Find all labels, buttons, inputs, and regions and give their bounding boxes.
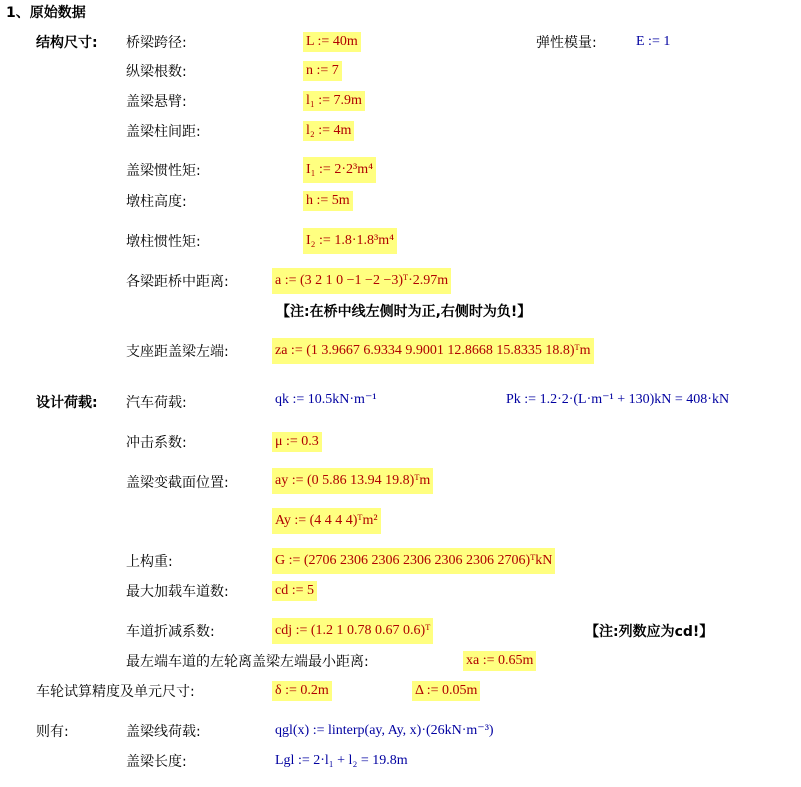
xa-expr[interactable]: xa := 0.65m	[463, 651, 536, 671]
reduction-note: 【注:列数应为cd!】	[585, 624, 714, 640]
lanes-label: 最大加载车道数:	[126, 584, 229, 600]
span-expr[interactable]: L := 40m	[303, 32, 361, 52]
inertia1-expr[interactable]: I₁ := 2·2³m⁴	[303, 157, 376, 183]
ay-expr[interactable]: ay := (0 5.86 13.94 19.8)ᵀm	[272, 468, 433, 494]
pier-height-expr[interactable]: h := 5m	[303, 191, 353, 211]
page-title: 1、原始数据	[6, 5, 86, 21]
delta-expr[interactable]: δ := 0.2m	[272, 681, 332, 701]
cantilever-label: 盖梁悬臂:	[126, 94, 187, 110]
truck-label: 汽车荷载:	[126, 395, 187, 411]
Delta-expr[interactable]: Δ := 0.05m	[412, 681, 480, 701]
inertia1-label: 盖梁惯性矩:	[126, 163, 201, 179]
bearing-label: 支座距盖梁左端:	[126, 344, 229, 360]
colspace-label: 盖梁柱间距:	[126, 124, 201, 140]
distance-expr[interactable]: a := (3 2 1 0 −1 −2 −3)ᵀ·2.97m	[272, 268, 451, 294]
reduction-label: 车道折减系数:	[126, 624, 215, 640]
Ay-expr[interactable]: Ay := (4 4 4 4)ᵀm²	[272, 508, 381, 534]
reduction-expr[interactable]: cdj := (1.2 1 0.78 0.67 0.6)ᵀ	[272, 618, 433, 644]
girders-expr[interactable]: n := 7	[303, 61, 342, 81]
section-load: 设计荷载:	[36, 395, 98, 411]
dead-load-expr[interactable]: G := (2706 2306 2306 2306 2306 2306 2706)ᵀkN	[272, 548, 555, 574]
inertia2-expr[interactable]: I₂ := 1.8·1.8³m⁴	[303, 228, 397, 254]
qk-expr[interactable]: qk := 10.5kN·m⁻¹	[275, 392, 377, 407]
distance-label: 各梁距桥中距离:	[126, 274, 229, 290]
cantilever-expr[interactable]: l₁ := 7.9m	[303, 91, 365, 111]
pk-expr[interactable]: Pk := 1.2·2·(L·m⁻¹ + 130)kN = 408·kN	[506, 392, 730, 407]
dead-load-label: 上构重:	[126, 554, 173, 570]
distance-note: 【注:在桥中线左侧时为正,右侧时为负!】	[276, 304, 532, 320]
bearing-expr[interactable]: za := (1 3.9667 6.9334 9.9001 12.8668 15.8335 18.8)ᵀm	[272, 338, 594, 364]
precision-label: 车轮试算精度及单元尺寸:	[36, 684, 195, 700]
impact-expr[interactable]: μ := 0.3	[272, 432, 322, 452]
xa-label: 最左端车道的左轮离盖梁左端最小距离:	[126, 654, 369, 670]
inertia2-label: 墩柱惯性矩:	[126, 234, 201, 250]
section-position-label: 盖梁变截面位置:	[126, 475, 229, 491]
girders-label: 纵梁根数:	[126, 64, 187, 80]
then-label: 则有:	[36, 724, 69, 740]
impact-label: 冲击系数:	[126, 435, 187, 451]
qgl-expr[interactable]: qgl(x) := linterp(ay, Ay, x)·(26kN·m⁻³)	[275, 723, 494, 738]
colspace-expr[interactable]: l₂ := 4m	[303, 121, 354, 141]
modulus-expr[interactable]: E := 1	[636, 34, 671, 49]
pier-height-label: 墩柱高度:	[126, 194, 187, 210]
lanes-expr[interactable]: cd := 5	[272, 581, 317, 601]
span-label: 桥梁跨径:	[126, 35, 187, 51]
lgl-label: 盖梁长度:	[126, 754, 187, 770]
section-structure: 结构尺寸:	[36, 35, 98, 51]
qgl-label: 盖梁线荷载:	[126, 724, 201, 740]
lgl-expr[interactable]: Lgl := 2·l₁ + l₂ = 19.8m	[275, 753, 408, 768]
modulus-label: 弹性模量:	[536, 35, 597, 51]
